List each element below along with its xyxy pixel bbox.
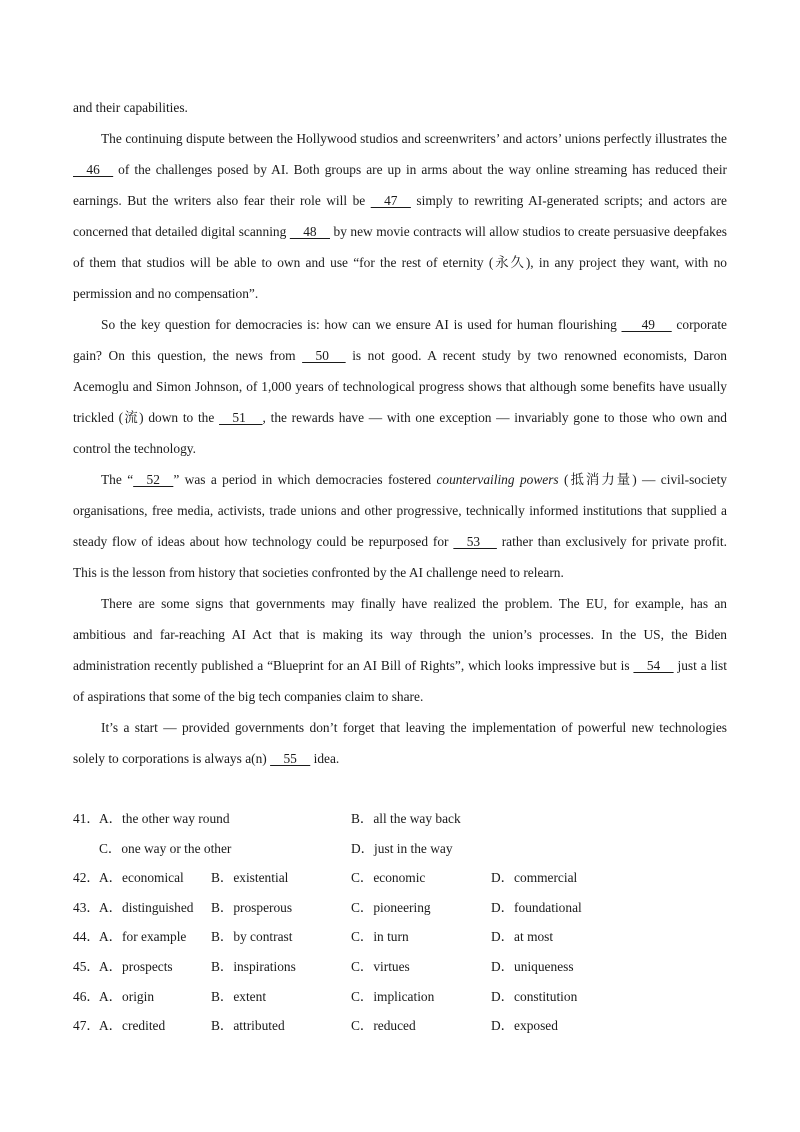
- text: The continuing dispute between the Hollywood studios and screenwriters’ and actors’ unions perfectly illustrates the: [101, 131, 727, 146]
- question-43: [73, 893, 727, 923]
- question-46: [73, 982, 727, 1012]
- option-c: C．economic: [351, 870, 426, 886]
- text: corporate gain? On this question, the news from: [73, 317, 727, 363]
- text: ” was a period in which democracies fostered: [173, 472, 437, 487]
- blank-51: 51: [219, 410, 263, 425]
- blank-52: 52: [133, 472, 174, 487]
- option-a: A．the other way round: [99, 811, 230, 826]
- option-d: D．commercial: [491, 870, 578, 886]
- question-47: [73, 1011, 727, 1041]
- option-b: B．by contrast: [211, 929, 293, 945]
- question-45: [73, 952, 727, 982]
- option-b: B．extent: [211, 988, 267, 1004]
- option-a: A．distinguished: [99, 899, 194, 915]
- paragraph-4: [73, 588, 727, 712]
- question-42: [73, 863, 727, 893]
- question-list: [73, 804, 727, 1041]
- passage: [73, 92, 727, 774]
- text: (抵消力量) — civil-society organisations, free media, activists, trade unions and other progressive, technically informed institutions that supplied a steady flow of ideas about how technology could be repurposed for: [73, 472, 728, 549]
- italic-term: countervailing powers: [436, 472, 559, 487]
- text: just a list of aspirations that some of the big tech companies claim to share.: [73, 658, 727, 704]
- blank-49: 49: [621, 317, 672, 332]
- option-c: C．implication: [351, 988, 435, 1004]
- blank-53: 53: [453, 534, 497, 549]
- blank-55: 55: [270, 751, 311, 766]
- text: of the challenges posed by AI. Both groups are up in arms about the way online streaming has reduced their earnings. But the writers also fear their role will be: [73, 162, 727, 208]
- paragraph-1: [73, 123, 727, 309]
- question-number: 41．: [73, 811, 100, 826]
- option-c: C．virtues: [351, 958, 410, 974]
- text: , the rewards have — with one exception — invariably gone to those who own and control the technology.: [73, 410, 727, 456]
- text: So the key question for democracies is: how can we ensure AI is used for human flourishing: [101, 317, 622, 332]
- blank-47: 47: [370, 193, 411, 208]
- option-a: A．for example: [99, 929, 187, 945]
- blank-50: 50: [302, 348, 346, 363]
- option-a: A．origin: [99, 988, 155, 1004]
- question-number: 44．: [73, 929, 100, 945]
- text: by new movie contracts will allow studios to create persuasive deepfakes of them that studios will be able to own and use “for the rest of eternity (永久), in any project they want, with no permission and no compensation”.: [73, 224, 728, 301]
- question-number: 45．: [73, 958, 100, 974]
- question-44: [73, 922, 727, 952]
- text: is not good. A recent study by two renowned economists, Daron Acemoglu and Simon Johnson, of 1,000 years of technological progress shows that although some benefits have usually trickled (流) down to the: [73, 348, 728, 425]
- text: rather than exclusively for private profit. This is the lesson from history that societies confronted by the AI challenge need to relearn.: [73, 534, 727, 580]
- question-number: 47．: [73, 1018, 100, 1034]
- option-b: B．all the way back: [351, 811, 461, 826]
- option-a: A．economical: [99, 870, 184, 886]
- text: There are some signs that governments may finally have realized the problem. The EU, for example, has an ambitious and far-reaching AI Act that is making its way through the union’s processes. In the US, the Biden administration recently published a “Blueprint for an AI Bill of Rights”, which looks impressive but is: [73, 596, 727, 673]
- option-d: D．uniqueness: [491, 958, 574, 974]
- option-c: C．pioneering: [351, 899, 431, 915]
- option-b: B．inspirations: [211, 958, 296, 974]
- paragraph-5: [73, 712, 727, 774]
- option-d: D．foundational: [491, 899, 582, 915]
- question-41-row-2: [73, 834, 727, 864]
- option-d: D．constitution: [491, 988, 578, 1004]
- blank-46: 46: [73, 162, 114, 177]
- option-a: A．prospects: [99, 958, 173, 974]
- option-b: B．attributed: [211, 1018, 285, 1034]
- option-b: B．prosperous: [211, 899, 293, 915]
- text: It’s a start — provided governments don’t forget that leaving the implementation of powerful new technologies solely to corporations is always a(n): [73, 720, 727, 766]
- paragraph-2: [73, 309, 727, 464]
- option-d: D．at most: [491, 929, 554, 945]
- blank-54: 54: [633, 658, 674, 673]
- question-number: 46．: [73, 988, 100, 1004]
- question-number: 43．: [73, 899, 100, 915]
- option-c: C．reduced: [351, 1018, 416, 1034]
- paragraph-3: [73, 464, 727, 588]
- option-c: C．in turn: [351, 929, 409, 945]
- text: idea.: [310, 751, 340, 766]
- option-d: D．exposed: [491, 1018, 558, 1034]
- question-41: [73, 804, 727, 834]
- option-a: A．credited: [99, 1018, 166, 1034]
- option-b: B．existential: [211, 870, 289, 886]
- text: simply to rewriting AI-generated scripts; and actors are concerned that detailed digital scanning: [73, 193, 727, 239]
- text: The “: [101, 472, 134, 487]
- blank-48: 48: [289, 224, 330, 239]
- option-d: D．just in the way: [351, 840, 453, 856]
- paragraph-0: and their capabilities.: [73, 100, 188, 115]
- question-number: 42．: [73, 870, 100, 886]
- option-c: C．one way or the other: [99, 840, 232, 856]
